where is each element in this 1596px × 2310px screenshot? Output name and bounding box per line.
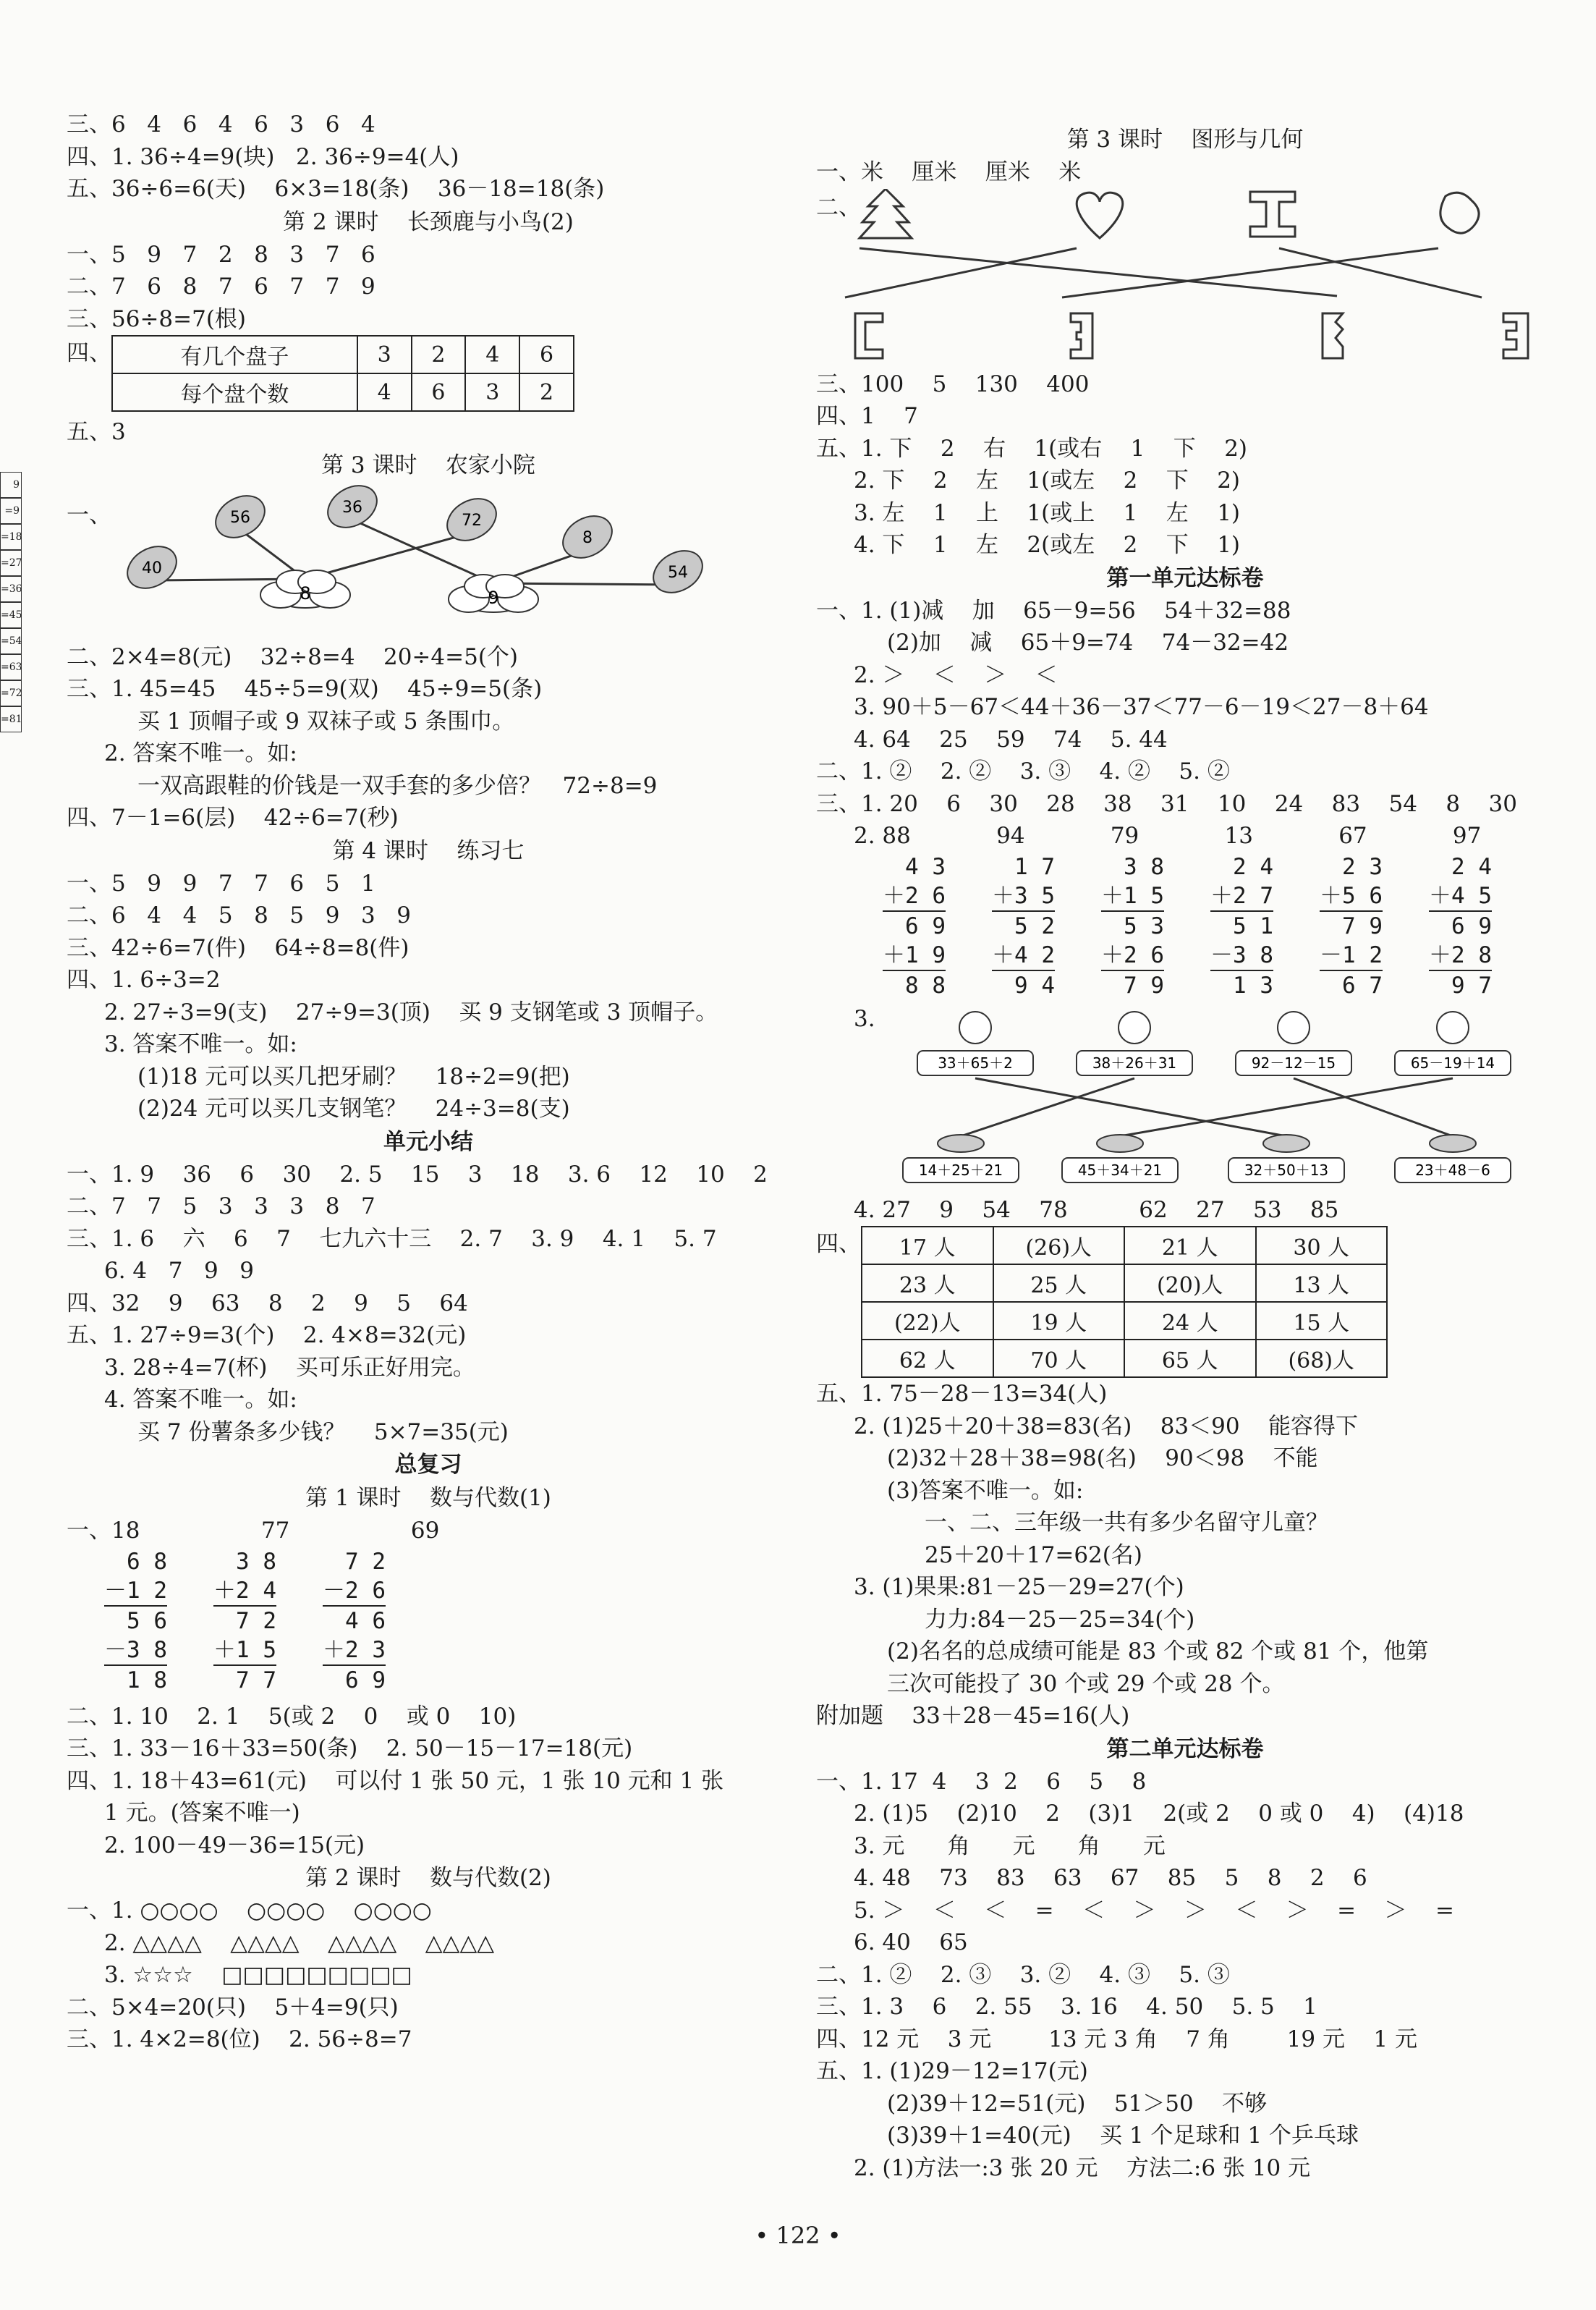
leaf [120, 538, 184, 596]
children-table-row [816, 1226, 1554, 1378]
answer-line: 买 7 份薯条多少钱？ 5×7=35(元) [137, 1418, 509, 1445]
table-cell: 2 [519, 373, 574, 411]
calc-line: 5 6 [104, 1605, 167, 1636]
calc-line: 4 6 [323, 1605, 386, 1636]
answer-line: 2. 88 94 79 13 67 97 [854, 823, 1482, 849]
calc-line: 2 4 [1233, 853, 1273, 880]
calc-line: 7 9 [1320, 910, 1383, 941]
answer-line: 一、18 77 69 [67, 1518, 440, 1544]
answer-line: 三、42÷6=7(件) 64÷8=8(件) [67, 934, 409, 961]
table-cell: 25 人 [993, 1264, 1125, 1302]
answer-line: 一、1. 17 4 3 2 6 5 8 [816, 1768, 1147, 1795]
answer-line: 三次可能投了 30 个或 29 个或 28 个。 [887, 1670, 1285, 1697]
answer-line: 2. 答案不唯一。如: [104, 740, 297, 766]
answer-line: 一双高跟鞋的价钱是一双手套的多少倍？ 72÷8=9 [137, 772, 658, 799]
section-title: 第 2 课时 长颈鹿与小鸟(2) [283, 208, 574, 235]
i-beam-shape [1250, 192, 1295, 237]
answer-line: 二、6 4 4 5 8 5 9 3 9 [67, 902, 412, 928]
answer-line: 力力:84－25－25=34(个) [925, 1606, 1195, 1633]
table-cell: 19 人 [993, 1302, 1125, 1340]
section-title: 第 4 课时 练习七 [332, 837, 525, 864]
answer-line: 四、7－1=6(层) 42÷6=7(秒) [67, 805, 399, 831]
fish-body [1430, 1135, 1476, 1152]
vertical-calculations [67, 1547, 790, 1701]
vertical-calculation [883, 852, 946, 1000]
calc-line: －2 6 [323, 1577, 386, 1604]
answer-label: 四、 [816, 1231, 861, 1257]
cloud-label: 8 [300, 583, 311, 604]
strip-cell: 9 [0, 472, 22, 498]
c-piece-shape [855, 313, 883, 358]
answer-line: 二、5×4=20(只) 5＋4=9(只) [67, 1994, 399, 2021]
cat [1077, 1012, 1192, 1075]
answer-line: (2)39＋12=51(元) 51＞50 不够 [887, 2090, 1268, 2117]
answer-line: 5. ＞ ＜ ＜ = ＜ ＞ ＞ ＜ ＞ = ＞ = [854, 1897, 1454, 1924]
answer-line: 四、1. 18＋43=61(元) 可以付 1 张 50 元，1 张 10 元和 1 张 [67, 1767, 724, 1794]
table-cell: 3 [357, 336, 412, 373]
table-cell: 24 人 [1124, 1302, 1256, 1340]
leaf-label: 36 [342, 498, 362, 517]
vertical-calculation [1320, 852, 1383, 1000]
calc-line: ＋1 9 [883, 942, 946, 968]
calc-line: ＋1 5 [213, 1636, 276, 1663]
bracket-piece-shape [1071, 313, 1092, 358]
table-cell: 有几个盘子 [112, 336, 357, 373]
answer-line: 四、1. 6÷3=2 [67, 967, 221, 993]
match-line [961, 1078, 1134, 1136]
answer-line: 一、1. (1)减 加 65－9=56 54＋32=88 [816, 597, 1291, 624]
strip-cell: =63 [0, 654, 22, 680]
calc-line: ＋2 4 [213, 1577, 276, 1604]
calc-line: 3 8 [236, 1548, 276, 1575]
answer-label: 一、 [67, 502, 111, 528]
vertical-calculation [1210, 852, 1273, 1000]
strip-cell: =36 [0, 576, 22, 602]
leaf [321, 482, 384, 536]
left-column [67, 109, 790, 2056]
leaf [646, 542, 710, 601]
zigzag-piece-shape [1323, 313, 1343, 358]
calc-line: ＋2 8 [1429, 942, 1492, 968]
calc-line: ＋2 6 [1101, 942, 1164, 968]
answer-line: 3. ☆☆☆ □□□□□□□□□ [104, 1962, 412, 1988]
vertical-calculation [104, 1547, 167, 1695]
answer-line: 1 元。(答案不唯一) [104, 1800, 300, 1826]
table-cell: 17 人 [862, 1227, 993, 1264]
margin-multiplication-strip [0, 472, 22, 732]
calc-line: ＋1 5 [1101, 882, 1164, 909]
answer-line: 五、1. 27÷9=3(个) 2. 4×8=32(元) [67, 1322, 467, 1348]
fish-body [1263, 1135, 1310, 1152]
table-cell: 30 人 [1256, 1227, 1388, 1264]
answer-line: 三、1. 6 六 6 7 七九六十三 2. 7 3. 9 4. 1 5. 7 [67, 1225, 717, 1252]
answer-line: 五、36÷6=6(天) 6×3=18(条) 36－18=18(条) [67, 176, 605, 202]
table-cell: (20)人 [1124, 1264, 1256, 1302]
section-title: 单元小结 [383, 1128, 473, 1155]
vertical-calculation [1101, 852, 1164, 1000]
calc-line: 7 7 [213, 1664, 276, 1695]
fish [1395, 1135, 1511, 1182]
expression-label: 45＋34＋21 [1077, 1161, 1163, 1179]
answer-line: 买 1 顶帽子或 9 双袜子或 5 条围巾。 [137, 708, 515, 735]
answer-line: 附加题 33＋28－45=16(人) [816, 1703, 1130, 1729]
vertical-calculation [1429, 852, 1492, 1000]
strip-cell: =72 [0, 680, 22, 706]
answer-line: (1)18 元可以买几把牙刷？ 18÷2=9(把) [137, 1063, 570, 1090]
table-cell: 70 人 [993, 1340, 1125, 1377]
tree-shape [859, 189, 912, 238]
calc-line: 6 9 [1429, 910, 1492, 941]
cat [1236, 1012, 1351, 1075]
table-cell: 4 [357, 373, 412, 411]
answer-line: 二、1. ② 2. ③ 3. ② 4. ③ 5. ③ [816, 1961, 1230, 1988]
cat-fish-matching-figure [816, 1006, 1554, 1194]
vertical-calculation [323, 1547, 386, 1695]
cat [917, 1012, 1033, 1075]
calc-line: －3 8 [1210, 942, 1273, 968]
answer-line: 三、1. 20 6 30 28 38 31 10 24 83 54 8 30 [816, 790, 1517, 817]
cat-head [959, 1012, 991, 1044]
section-title: 第 3 课时 图形与几何 [1066, 127, 1304, 153]
cat-head [1437, 1012, 1469, 1044]
vertical-calculation [213, 1547, 276, 1695]
right-column [816, 127, 1554, 2184]
expression-label: 33＋65＋2 [938, 1054, 1013, 1072]
table-cell: 3 [465, 373, 519, 411]
plates-table [111, 335, 574, 412]
answer-label: 二、 [816, 194, 861, 221]
answer-line: 四、1 7 [816, 403, 918, 429]
cat-head [1119, 1012, 1150, 1044]
answer-line: 一、1. 9 36 6 30 2. 5 15 3 18 3. 6 12 10 2 [67, 1161, 768, 1188]
cloud [449, 575, 538, 612]
strip-cell: =18 [0, 524, 22, 550]
match-line [859, 248, 1337, 296]
leaf-label: 8 [582, 528, 593, 547]
calc-line: －1 2 [104, 1577, 167, 1604]
plates-table-row [67, 335, 790, 412]
match-line [1294, 1078, 1453, 1136]
cloud [260, 570, 350, 608]
calc-line: 6 9 [323, 1664, 386, 1695]
shape-matching-figure [816, 189, 1554, 368]
answer-line: 2. ＞ ＜ ＞ ＜ [854, 661, 1058, 688]
table-cell: (68)人 [1256, 1340, 1388, 1377]
answer-line: 五、1. (1)29－12=17(元) [816, 2058, 1088, 2084]
answer-line: 4. 27 9 54 78 62 27 53 85 [854, 1196, 1339, 1223]
answer-line: (3)答案不唯一。如: [887, 1477, 1084, 1504]
table-row [862, 1340, 1387, 1377]
calc-line: 7 2 [345, 1548, 386, 1575]
expression-label: 32＋50＋13 [1244, 1161, 1329, 1179]
answer-line: 4. 下 1 左 2(或左 2 下 1) [854, 532, 1241, 558]
match-line [1120, 1078, 1453, 1136]
answer-line: 2. (1)25＋20＋38=83(名) 83＜90 能容得下 [854, 1413, 1359, 1439]
flower-shape [1440, 192, 1479, 233]
leaf-matching-figure [67, 482, 790, 641]
answer-line: 2. (1)方法一:3 张 20 元 方法二:6 张 10 元 [854, 2154, 1311, 2181]
leaf [440, 490, 504, 549]
heart-shape [1077, 192, 1123, 238]
calc-line: 1 3 [1210, 970, 1273, 1000]
vertical-calculation [992, 852, 1055, 1000]
calc-line: 6 8 [127, 1548, 167, 1575]
answer-line: 一、5 9 7 2 8 3 7 6 [67, 241, 375, 268]
answer-line: 二、7 7 5 3 3 3 8 7 [67, 1193, 375, 1219]
shape-matching-diagram [816, 189, 1554, 368]
answer-line: 三、1. 33－16＋33=50(条) 2. 50－15－17=18(元) [67, 1735, 633, 1761]
answer-line: (2)名名的总成绩可能是 83 个或 82 个或 81 个，他第 [887, 1638, 1429, 1664]
answer-line: 3. 28÷4=7(杯) 买可乐正好用完。 [104, 1354, 475, 1381]
section-title: 第 3 课时 农家小院 [321, 452, 535, 478]
strip-cell: =9 [0, 498, 22, 524]
calc-line: 7 2 [213, 1605, 276, 1636]
answer-line: 2. △△△△ △△△△ △△△△ △△△△ [104, 1929, 495, 1956]
fish [1062, 1135, 1178, 1182]
answer-line: 二、1. 10 2. 1 5(或 2 0 或 0 10) [67, 1703, 517, 1730]
answer-label: 3. [854, 1005, 875, 1032]
section-title: 总复习 [394, 1452, 462, 1478]
table-row [862, 1227, 1387, 1264]
answer-line: 6. 40 65 [854, 1929, 968, 1955]
answer-line: 3. 左 1 上 1(或上 1 左 1) [854, 499, 1241, 526]
answer-line: (2)加 减 65＋9=74 74－32=42 [887, 630, 1289, 656]
calc-line: 5 2 [992, 910, 1055, 941]
answer-line: 3. 元 角 元 角 元 [854, 1832, 1166, 1859]
answer-line: (2)32＋28＋38=98(名) 90＜98 不能 [887, 1445, 1318, 1471]
answer-line: 一、米 厘米 厘米 米 [816, 159, 1082, 185]
match-line [975, 1078, 1286, 1136]
calc-line: 8 8 [883, 970, 946, 1000]
section-title: 第 1 课时 数与代数(1) [305, 1485, 551, 1511]
table-cell: 6 [519, 336, 574, 373]
answer-label: 四、 [67, 340, 111, 366]
fish-body [1097, 1135, 1143, 1152]
leaf-label: 40 [142, 559, 162, 578]
answer-line: 3. 答案不唯一。如: [104, 1031, 297, 1057]
answer-line: 五、1. 下 2 右 1(或右 1 下 2) [816, 435, 1248, 462]
table-row [112, 373, 574, 411]
expression-label: 38＋26＋31 [1092, 1054, 1177, 1072]
strip-cell: =54 [0, 628, 22, 654]
table-cell: 6 [412, 373, 466, 411]
answer-line: 三、100 5 130 400 [816, 371, 1090, 397]
table-cell: 23 人 [862, 1264, 993, 1302]
fish [903, 1135, 1019, 1182]
calc-line: ＋2 6 [883, 882, 946, 909]
calc-line: 9 7 [1429, 970, 1492, 1000]
strip-cell: =27 [0, 550, 22, 576]
box-piece-shape [1503, 313, 1528, 358]
answer-line: 四、12 元 3 元 13 元 3 角 7 角 19 元 1 元 [816, 2026, 1417, 2052]
answer-line: 一、5 9 9 7 7 6 5 1 [67, 870, 375, 897]
answer-line: 三、1. 4×2=8(位) 2. 56÷8=7 [67, 2026, 412, 2052]
answer-line: 四、1. 36÷4=9(块) 2. 36÷9=4(人) [67, 143, 459, 170]
table-cell: 62 人 [862, 1340, 993, 1377]
children-table [861, 1226, 1388, 1378]
table-row [112, 336, 574, 373]
answer-line: 4. 64 25 59 74 5. 44 [854, 726, 1168, 753]
calc-line: ＋3 5 [992, 882, 1055, 909]
table-cell: 21 人 [1124, 1227, 1256, 1264]
calc-line: 2 3 [1342, 853, 1383, 880]
calc-line: 9 4 [992, 970, 1055, 1000]
calc-line: 1 8 [104, 1664, 167, 1695]
section-title: 第二单元达标卷 [1106, 1735, 1264, 1762]
answer-line: 四、32 9 63 8 2 9 5 64 [67, 1290, 468, 1316]
calc-line: ＋2 7 [1210, 882, 1273, 909]
leaf-label: 54 [668, 563, 688, 582]
answer-line: 3. 90＋5－67＜44＋36－37＜77－6－19＜27－8＋64 [854, 694, 1429, 720]
calc-line: －3 8 [104, 1636, 167, 1663]
answer-line: 一、1. ○○○○ ○○○○ ○○○○ [67, 1898, 432, 1924]
calc-line: 7 9 [1101, 970, 1164, 1000]
match-line [845, 248, 1077, 297]
table-row [862, 1302, 1387, 1340]
vertical-calculations [816, 852, 1554, 1006]
page-number: • 122 • [755, 2222, 841, 2249]
leaf [208, 487, 272, 546]
answer-line: 6. 4 7 9 9 [104, 1258, 255, 1284]
fish-body [938, 1135, 984, 1152]
leaf-cloud-diagram [67, 482, 790, 641]
table-cell: 15 人 [1256, 1302, 1388, 1340]
section-title: 第一单元达标卷 [1106, 564, 1264, 591]
answer-line: (3)39＋1=40(元) 买 1 个足球和 1 个乒乓球 [887, 2123, 1359, 2149]
answer-line: 4. 答案不唯一。如: [104, 1387, 297, 1413]
answer-line: 二、1. ② 2. ② 3. ③ 4. ② 5. ② [816, 758, 1230, 784]
answer-line: 2. 27÷3=9(支) 27÷9=3(顶) 买 9 支钢笔或 3 顶帽子。 [104, 999, 718, 1025]
answer-line: 五、1. 75－28－13=34(人) [816, 1381, 1108, 1407]
answer-line: (2)24 元可以买几支钢笔？ 24÷3=8(支) [137, 1096, 570, 1122]
calc-line: ＋2 3 [323, 1636, 386, 1663]
table-cell: 13 人 [1256, 1264, 1388, 1302]
answer-line: 二、7 6 8 7 6 7 7 9 [67, 274, 375, 300]
answer-line: 二、2×4=8(元) 32÷8=4 20÷4=5(个) [67, 643, 519, 670]
answer-line: 三、6 4 6 4 6 3 6 4 [67, 111, 375, 138]
table-cell: 2 [412, 336, 466, 373]
answer-line: 4. 48 73 83 63 67 85 5 8 2 6 [854, 1865, 1367, 1891]
answer-line: 2. 100－49－36=15(元) [104, 1832, 365, 1858]
leaf-label: 72 [462, 511, 482, 530]
answer-line: 三、56÷8=7(根) [67, 305, 247, 332]
calc-line: ＋5 6 [1320, 882, 1383, 909]
table-row [862, 1264, 1387, 1302]
cat-fish-diagram [816, 1006, 1554, 1194]
calc-line: 5 1 [1210, 910, 1273, 941]
expression-label: 65－19＋14 [1410, 1054, 1495, 1072]
calc-line: 1 7 [1014, 853, 1055, 880]
strip-cell: =45 [0, 602, 22, 628]
section-title: 第 2 课时 数与代数(2) [305, 1865, 551, 1891]
calc-line: －1 2 [1320, 942, 1383, 968]
expression-label: 14＋25＋21 [918, 1161, 1003, 1179]
expression-label: 23＋48－6 [1415, 1161, 1490, 1179]
leaf-label: 56 [230, 508, 250, 527]
calc-line: ＋4 5 [1429, 882, 1492, 909]
table-cell: 4 [465, 336, 519, 373]
calc-line: 3 8 [1124, 853, 1164, 880]
cloud-label: 9 [488, 587, 499, 608]
cat-head [1278, 1012, 1310, 1044]
calc-line: 5 3 [1101, 910, 1164, 941]
table-cell: (26)人 [993, 1227, 1125, 1264]
answer-line: 一、二、三年级一共有多少名留守儿童？ [925, 1510, 1328, 1536]
match-line [305, 533, 472, 579]
answer-line: 三、1. 3 6 2. 55 3. 16 4. 50 5. 5 1 [816, 1994, 1317, 2020]
fish [1228, 1135, 1344, 1182]
answer-line: 2. 下 2 左 1(或左 2 下 2) [854, 468, 1241, 494]
expression-label: 92－12－15 [1251, 1054, 1336, 1072]
answer-line: 五、3 [67, 419, 126, 445]
calc-line: 6 7 [1320, 970, 1383, 1000]
strip-cell: =81 [0, 706, 22, 732]
table-cell: 65 人 [1124, 1340, 1256, 1377]
calc-line: 4 3 [905, 853, 946, 880]
calc-line: 2 4 [1451, 853, 1492, 880]
calc-line: 6 9 [883, 910, 946, 941]
calc-line: ＋4 2 [992, 942, 1055, 968]
table-cell: (22)人 [862, 1302, 993, 1340]
answer-line: 25＋20＋17=62(名) [925, 1541, 1142, 1568]
answer-line: 三、1. 45=45 45÷5=9(双) 45÷9=5(条) [67, 676, 543, 702]
table-cell: 每个盘个数 [112, 373, 357, 411]
answer-line: 3. (1)果果:81－25－29=27(个) [854, 1574, 1184, 1600]
answer-line: 2. (1)5 (2)10 2 (3)1 2(或 2 0 或 0 4) (4)18 [854, 1801, 1464, 1827]
cat [1395, 1012, 1511, 1075]
